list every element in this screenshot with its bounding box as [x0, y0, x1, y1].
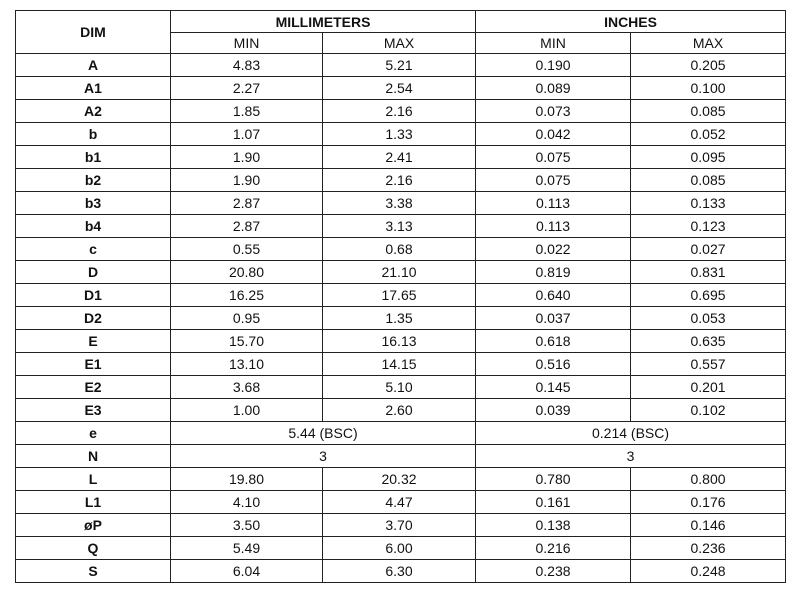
in-min-header: MIN: [476, 33, 631, 54]
mm-min-cell: 1.00: [171, 399, 323, 422]
table-row: [16, 54, 786, 77]
in-max-cell: 0.248: [631, 560, 786, 583]
in-max-cell: 0.052: [631, 123, 786, 146]
table-row: [16, 146, 786, 169]
mm-max-cell: 6.00: [323, 537, 476, 560]
mm-min-cell: 1.90: [171, 169, 323, 192]
table-row: [16, 284, 786, 307]
mm-max-cell: 21.10: [323, 261, 476, 284]
in-max-cell: 0.201: [631, 376, 786, 399]
mm-max-cell: 0.68: [323, 238, 476, 261]
table-header: [16, 11, 786, 54]
mm-min-cell: 4.83: [171, 54, 323, 77]
mm-max-cell: 16.13: [323, 330, 476, 353]
in-max-cell: 0.027: [631, 238, 786, 261]
mm-min-cell: 2.87: [171, 192, 323, 215]
mm-max-cell: 4.47: [323, 491, 476, 514]
in-min-cell: 0.618: [476, 330, 631, 353]
table-row: [16, 261, 786, 284]
table-row: [16, 491, 786, 514]
dim-cell: E2: [16, 376, 171, 399]
table-row: [16, 307, 786, 330]
mm-min-header: MIN: [171, 33, 323, 54]
in-min-cell: 0.113: [476, 215, 631, 238]
mm-span-cell: 3: [171, 445, 476, 468]
mm-min-cell: 1.85: [171, 100, 323, 123]
table-row: [16, 330, 786, 353]
mm-min-cell: 3.68: [171, 376, 323, 399]
mm-min-cell: 0.95: [171, 307, 323, 330]
in-max-cell: 0.133: [631, 192, 786, 215]
mm-max-cell: 1.35: [323, 307, 476, 330]
in-min-cell: 0.042: [476, 123, 631, 146]
mm-min-cell: 3.50: [171, 514, 323, 537]
dimensions-table: [15, 10, 786, 583]
mm-min-cell: 2.27: [171, 77, 323, 100]
in-min-cell: 0.089: [476, 77, 631, 100]
in-max-cell: 0.100: [631, 77, 786, 100]
in-min-cell: 0.037: [476, 307, 631, 330]
mm-max-cell: 1.33: [323, 123, 476, 146]
in-min-cell: 0.640: [476, 284, 631, 307]
mm-max-cell: 2.60: [323, 399, 476, 422]
in-max-cell: 0.205: [631, 54, 786, 77]
mm-min-cell: 6.04: [171, 560, 323, 583]
table-row: [16, 537, 786, 560]
in-min-cell: 0.238: [476, 560, 631, 583]
in-min-cell: 0.138: [476, 514, 631, 537]
header-group-row: [16, 11, 786, 33]
dim-cell: b: [16, 123, 171, 146]
in-min-cell: 0.145: [476, 376, 631, 399]
in-min-cell: 0.819: [476, 261, 631, 284]
dim-cell: A: [16, 54, 171, 77]
in-max-cell: 0.102: [631, 399, 786, 422]
table-row: [16, 77, 786, 100]
mm-min-cell: 19.80: [171, 468, 323, 491]
dim-cell: A1: [16, 77, 171, 100]
in-max-cell: 0.085: [631, 169, 786, 192]
table-row: [16, 192, 786, 215]
dim-cell: L: [16, 468, 171, 491]
mm-max-cell: 17.65: [323, 284, 476, 307]
table-row: [16, 353, 786, 376]
dim-cell: N: [16, 445, 171, 468]
in-max-cell: 0.695: [631, 284, 786, 307]
table-row: [16, 399, 786, 422]
dim-cell: b3: [16, 192, 171, 215]
mm-max-cell: 3.38: [323, 192, 476, 215]
in-max-cell: 0.800: [631, 468, 786, 491]
table-row: [16, 100, 786, 123]
mm-max-cell: 3.13: [323, 215, 476, 238]
mm-max-cell: 2.16: [323, 100, 476, 123]
mm-min-cell: 4.10: [171, 491, 323, 514]
dim-cell: A2: [16, 100, 171, 123]
dim-cell: e: [16, 422, 171, 445]
mm-min-cell: 20.80: [171, 261, 323, 284]
dim-cell: b4: [16, 215, 171, 238]
mm-min-cell: 13.10: [171, 353, 323, 376]
in-span-cell: 0.214 (BSC): [476, 422, 786, 445]
dim-cell: S: [16, 560, 171, 583]
inches-header: INCHES: [476, 11, 786, 33]
mm-max-cell: 2.54: [323, 77, 476, 100]
table-row: [16, 215, 786, 238]
mm-span-cell: 5.44 (BSC): [171, 422, 476, 445]
in-min-cell: 0.161: [476, 491, 631, 514]
mm-min-cell: 0.55: [171, 238, 323, 261]
mm-max-cell: 3.70: [323, 514, 476, 537]
table-row: [16, 123, 786, 146]
dim-cell: E1: [16, 353, 171, 376]
mm-max-cell: 2.16: [323, 169, 476, 192]
table-row: [16, 238, 786, 261]
in-min-cell: 0.022: [476, 238, 631, 261]
dim-cell: Q: [16, 537, 171, 560]
in-max-header: MAX: [631, 33, 786, 54]
mm-max-header: MAX: [323, 33, 476, 54]
in-min-cell: 0.075: [476, 169, 631, 192]
in-min-cell: 0.190: [476, 54, 631, 77]
dim-cell: L1: [16, 491, 171, 514]
in-max-cell: 0.053: [631, 307, 786, 330]
table-row: [16, 560, 786, 583]
dim-cell: E: [16, 330, 171, 353]
dim-cell: D2: [16, 307, 171, 330]
mm-min-cell: 16.25: [171, 284, 323, 307]
mm-max-cell: 14.15: [323, 353, 476, 376]
mm-min-cell: 15.70: [171, 330, 323, 353]
in-max-cell: 0.635: [631, 330, 786, 353]
dim-cell: c: [16, 238, 171, 261]
table-row: [16, 422, 786, 445]
in-min-cell: 0.516: [476, 353, 631, 376]
in-min-cell: 0.780: [476, 468, 631, 491]
in-max-cell: 0.236: [631, 537, 786, 560]
dim-cell: E3: [16, 399, 171, 422]
in-max-cell: 0.831: [631, 261, 786, 284]
mm-max-cell: 5.10: [323, 376, 476, 399]
in-min-cell: 0.073: [476, 100, 631, 123]
table-row: [16, 169, 786, 192]
in-min-cell: 0.216: [476, 537, 631, 560]
in-min-cell: 0.039: [476, 399, 631, 422]
mm-min-cell: 1.07: [171, 123, 323, 146]
mm-min-cell: 1.90: [171, 146, 323, 169]
in-min-cell: 0.075: [476, 146, 631, 169]
mm-min-cell: 2.87: [171, 215, 323, 238]
dim-cell: D: [16, 261, 171, 284]
mm-min-cell: 5.49: [171, 537, 323, 560]
in-max-cell: 0.095: [631, 146, 786, 169]
table-row: [16, 445, 786, 468]
in-span-cell: 3: [476, 445, 786, 468]
table-row: [16, 376, 786, 399]
in-max-cell: 0.146: [631, 514, 786, 537]
in-max-cell: 0.557: [631, 353, 786, 376]
mm-max-cell: 20.32: [323, 468, 476, 491]
table-body: [16, 54, 786, 583]
dim-cell: b1: [16, 146, 171, 169]
dim-cell: b2: [16, 169, 171, 192]
in-min-cell: 0.113: [476, 192, 631, 215]
table-row: [16, 468, 786, 491]
dim-cell: øP: [16, 514, 171, 537]
mm-max-cell: 6.30: [323, 560, 476, 583]
mm-max-cell: 5.21: [323, 54, 476, 77]
millimeters-header: MILLIMETERS: [171, 11, 476, 33]
mm-max-cell: 2.41: [323, 146, 476, 169]
table-row: [16, 514, 786, 537]
dim-cell: D1: [16, 284, 171, 307]
in-max-cell: 0.176: [631, 491, 786, 514]
in-max-cell: 0.123: [631, 215, 786, 238]
in-max-cell: 0.085: [631, 100, 786, 123]
dim-column-header: DIM: [16, 11, 171, 54]
